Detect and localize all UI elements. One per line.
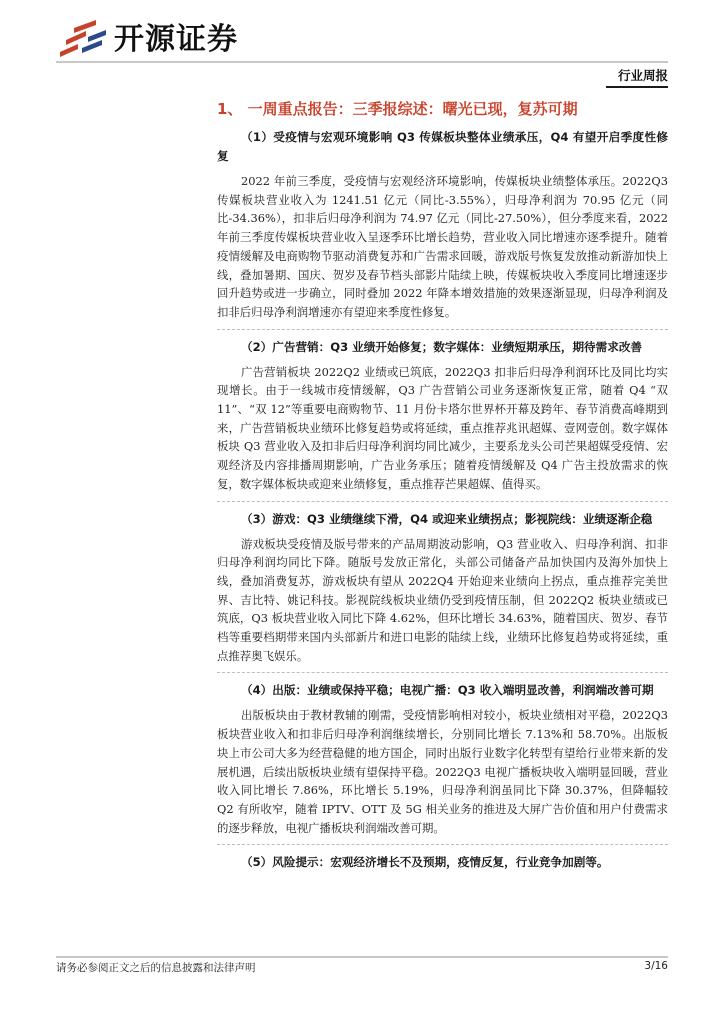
header-divider: [56, 61, 668, 63]
block-paragraph: 广告营销板块 2022Q2 业绩或已筑底，2022Q3 扣非后归母净利润环比及同比均实现增长。由于一线城市疫情缓解，Q3 广告营销公司业务逐渐恢复正常，随着 Q4 “双 11”、“双 12”等重要电商购物节、11 月份卡塔尔世界杯开幕及跨年、春节消费高峰期到来，广告营销板块业绩环比修复趋势或将延续，重点推荐兆讯超媒、壹网壹创。数字媒体板块 Q3 营业收入及扣非后归母净利润均同比减少，主要系龙头公司芒果超媒受疫情、宏观经济及内容排播周期影响，广告业务承压；随着疫情缓解及 Q4 广告主投放需求的恢复，数字媒体板块或迎来业绩修复，重点推荐芒果超媒、值得买。: [217, 364, 668, 491]
report-type-label: 行业周报: [617, 68, 668, 83]
block-heading: （4）出版：业绩或保持平稳；电视广播：Q3 收入端明显改善，利润端改善可期: [241, 683, 654, 698]
footer-disclaimer: 请务必参阅正文之后的信息披露和法律声明: [56, 962, 256, 974]
logo-mark-icon: [56, 18, 108, 62]
page-header: [0, 0, 724, 90]
section-block: [217, 853, 668, 879]
block-heading: （2）广告营销：Q3 业绩开始修复；数字媒体：业绩短期承压，期待需求改善: [241, 339, 643, 354]
brand-name: 开源证券: [114, 22, 238, 57]
section-block: [217, 510, 668, 674]
section-block: [217, 338, 668, 502]
brand-logo: [56, 18, 238, 62]
page-number: 3/16: [644, 960, 668, 972]
block-heading: （3）游戏：Q3 业绩继续下滑，Q4 或迎来业绩拐点；影视院线：业绩逐渐企稳: [241, 511, 653, 526]
risk-warning: （5）风险提示：宏观经济增长不及预期，疫情反复，行业竞争加剧等。: [241, 855, 609, 870]
report-body: [217, 96, 668, 879]
section-block: [217, 681, 668, 845]
section-block: [217, 128, 668, 330]
block-heading: （1）受疫情与宏观环境影响 Q3 传媒板块整体业绩承压，Q4 有望开启季度性修复: [217, 130, 668, 163]
footer-divider: [56, 956, 668, 958]
block-paragraph: 游戏板块受疫情及版号带来的产品周期波动影响，Q3 营业收入、归母净利润、扣非归母净利润均同比下降。随版号发放正常化，头部公司储备产品加快国内及海外加快上线，叠加消费复苏，游戏板块有望从 2022Q4 开始迎来业绩向上拐点，重点推荐完美世界、吉比特、姚记科技。影视院线板块业绩仍受到疫情压制，但 2022Q2 板块业绩或已筑底，Q3 板块营业收入同比下降 4.62%，但环比增长 34.63%，随着国庆、贺岁、春节档等重要档期带来国内头部新片和进口电影的陆续上线，业绩环比修复趋势或将延续，重点推荐奥飞娱乐。: [217, 536, 668, 663]
block-paragraph: 出版板块由于教材教辅的刚需，受疫情影响相对较小，板块业绩相对平稳，2022Q3 板块营业收入和扣非后归母净利润继续增长，分别同比增长 7.13%和 58.70%。出版板块上市公司大多为经营稳健的地方国企，同时出版行业数字化转型有望给行业带来新的发展机遇，后续出版板块业绩有望保持平稳。2022Q3 电视广播板块收入端明显回暖，营业收入同比增长 7.86%，环比增长 5.19%，归母净利润虽同比下降 30.37%，但降幅较 Q2 有所收窄，随着 IPTV、OTT 及 5G 相关业务的推进及大屏广告价值和用户付费需求的逐步释放，电视广播板块利润端改善可期。: [217, 708, 668, 835]
section-title: 1、 一周重点报告：三季报综述：曙光已现，复苏可期: [217, 100, 578, 118]
report-type-underline: [606, 86, 668, 88]
block-paragraph: 2022 年前三季度，受疫情与宏观经济环境影响，传媒板块业绩整体承压。2022Q3 传媒板块营业收入为 1241.51 亿元（同比-3.55%），归母净利润为 70.95 亿元（同比-34.36%），扣非后归母净利润为 74.97 亿元（同比-27.50%），但分季度来看，2022 年前三季度传媒板块营业收入呈逐季环比增长趋势，营业收入同比增速亦逐季提升。随着疫情缓解及电商购物节驱动消费复苏和广告需求回暖，游戏版号恢复发放推动新游加快上线，叠加暑期、国庆、贺岁及春节档头部影片陆续上映，传媒板块收入季度同比增速逐步回升趋势或进一步确立，同时叠加 2022 年降本增效措施的效果逐渐显现，归母净利润及扣非后归母净利润增速亦有望迎来季度性修复。: [217, 174, 668, 319]
